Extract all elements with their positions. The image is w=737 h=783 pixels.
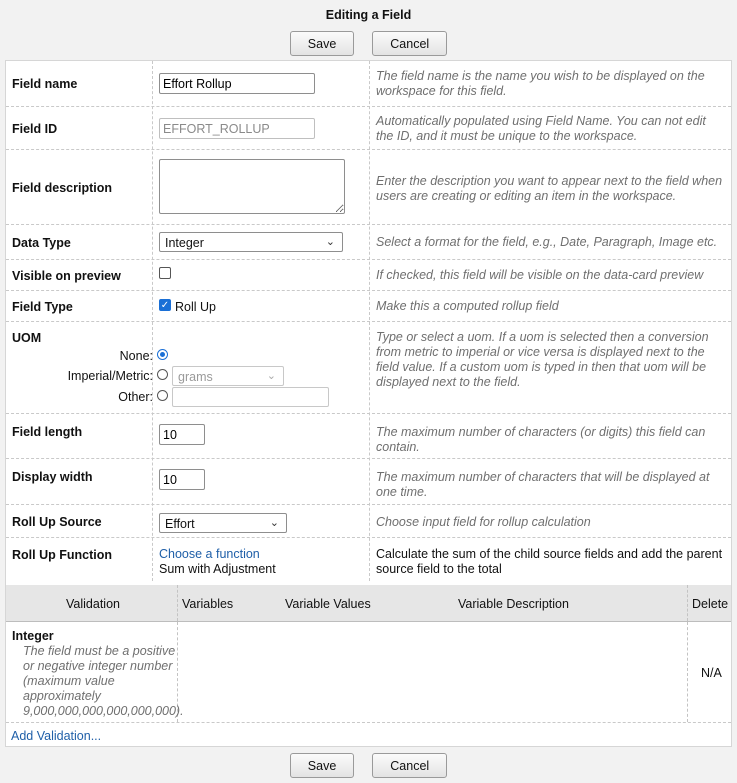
uom-none-label: None:	[119, 349, 153, 363]
row-uom	[6, 321, 731, 414]
row-roll-up-source	[6, 504, 731, 538]
field-type-description: Make this a computed rollup field	[376, 299, 559, 313]
field-length-description: The maximum number of characters (or digits) this field can contain.	[376, 425, 706, 454]
top-button-bar	[0, 31, 737, 56]
field-id-label: Field ID	[12, 122, 58, 136]
row-field-name	[6, 61, 731, 107]
field-name-label: Field name	[12, 77, 78, 91]
chevron-down-icon: ⌄	[269, 517, 279, 529]
field-name-description: The field name is the name you wish to be displayed on the workspace for this field.	[376, 69, 705, 98]
uom-imperial-select	[172, 366, 284, 386]
roll-up-source-value: Effort	[165, 517, 195, 531]
validation-table-header	[6, 585, 731, 622]
row-field-type	[6, 290, 731, 322]
chevron-down-icon: ⌄	[266, 370, 276, 382]
uom-other-radio[interactable]	[157, 390, 168, 401]
field-name-input[interactable]	[159, 73, 315, 94]
uom-imperial-radio[interactable]	[157, 369, 168, 380]
data-type-select[interactable]	[159, 232, 343, 252]
field-description-label: Field description	[12, 181, 113, 195]
roll-up-source-label: Roll Up Source	[12, 515, 102, 529]
bottom-button-bar	[0, 753, 737, 778]
roll-up-function-description: Calculate the sum of the child source fields and add the parent source field to the total	[376, 547, 723, 576]
uom-other-input[interactable]	[172, 387, 329, 407]
field-id-input	[159, 118, 315, 139]
roll-up-source-select[interactable]	[159, 513, 287, 533]
table-row	[6, 622, 731, 723]
visible-on-preview-checkbox[interactable]	[159, 267, 171, 279]
data-type-description: Select a format for the field, e.g., Date, Paragraph, Image etc.	[376, 235, 718, 249]
validation-name: Integer	[12, 629, 54, 643]
field-id-description: Automatically populated using Field Name. You can not edit the ID, and it must be unique to the workspace.	[376, 114, 706, 143]
row-field-description	[6, 149, 731, 225]
field-length-input[interactable]	[159, 424, 205, 445]
column-header-variable-values: Variable Values	[285, 597, 371, 611]
display-width-input[interactable]	[159, 469, 205, 490]
column-divider	[687, 585, 688, 621]
cancel-button[interactable]: Cancel	[372, 31, 447, 56]
column-header-variable-description: Variable Description	[458, 597, 569, 611]
field-type-label: Field Type	[12, 300, 73, 314]
uom-imperial-label: Imperial/Metric:	[67, 369, 153, 383]
row-roll-up-function	[6, 537, 731, 581]
field-form	[5, 60, 732, 747]
row-field-id	[6, 106, 731, 150]
roll-up-checkbox-label: Roll Up	[175, 300, 216, 314]
uom-imperial-value: grams	[178, 370, 213, 384]
uom-none-radio[interactable]	[157, 349, 168, 360]
uom-label: UOM	[12, 331, 42, 345]
row-visible-on-preview	[6, 259, 731, 291]
visible-on-preview-description: If checked, this field will be visible on the data-card preview	[376, 268, 704, 282]
data-type-value: Integer	[165, 236, 204, 250]
visible-on-preview-label: Visible on preview	[12, 269, 121, 283]
display-width-description: The maximum number of characters that will be displayed at one time.	[376, 470, 710, 499]
validation-description: The field must be a positive or negative integer number (maximum value approximately 9,000,000,000,000,000,000).	[23, 644, 184, 718]
field-description-textarea[interactable]	[159, 159, 345, 214]
column-header-validation: Validation	[66, 597, 120, 611]
column-header-variables: Variables	[182, 597, 234, 611]
chevron-down-icon: ⌄	[325, 236, 335, 248]
add-validation-link[interactable]: Add Validation...	[11, 729, 102, 743]
row-field-length	[6, 413, 731, 459]
page-title: Editing a Field	[325, 8, 412, 22]
choose-function-link[interactable]: Choose a function	[159, 547, 260, 561]
save-button[interactable]: Save	[290, 753, 355, 778]
column-header-delete: Delete	[692, 597, 729, 611]
uom-other-label: Other:	[118, 390, 153, 404]
validation-delete: N/A	[701, 666, 722, 680]
row-data-type	[6, 224, 731, 260]
roll-up-function-value: Sum with Adjustment	[159, 562, 276, 576]
cancel-button[interactable]: Cancel	[372, 753, 447, 778]
save-button[interactable]: Save	[290, 31, 355, 56]
row-display-width	[6, 458, 731, 505]
roll-up-checkbox[interactable]: ✓	[160, 300, 170, 311]
uom-description: Type or select a uom. If a uom is selected then a conversion from metric to imperial or vice versa is displayed next to the field value. If a custom uom is typed in then that uom will be displayed next to the field.	[376, 330, 709, 389]
roll-up-source-description: Choose input field for rollup calculation	[376, 515, 591, 529]
field-description-help: Enter the description you want to appear next to the field when users are creating or editing an item in the workspace.	[376, 174, 723, 203]
display-width-label: Display width	[12, 470, 93, 484]
field-length-label: Field length	[12, 425, 83, 439]
data-type-label: Data Type	[12, 236, 71, 250]
roll-up-function-label: Roll Up Function	[12, 548, 112, 562]
column-divider	[177, 585, 178, 621]
